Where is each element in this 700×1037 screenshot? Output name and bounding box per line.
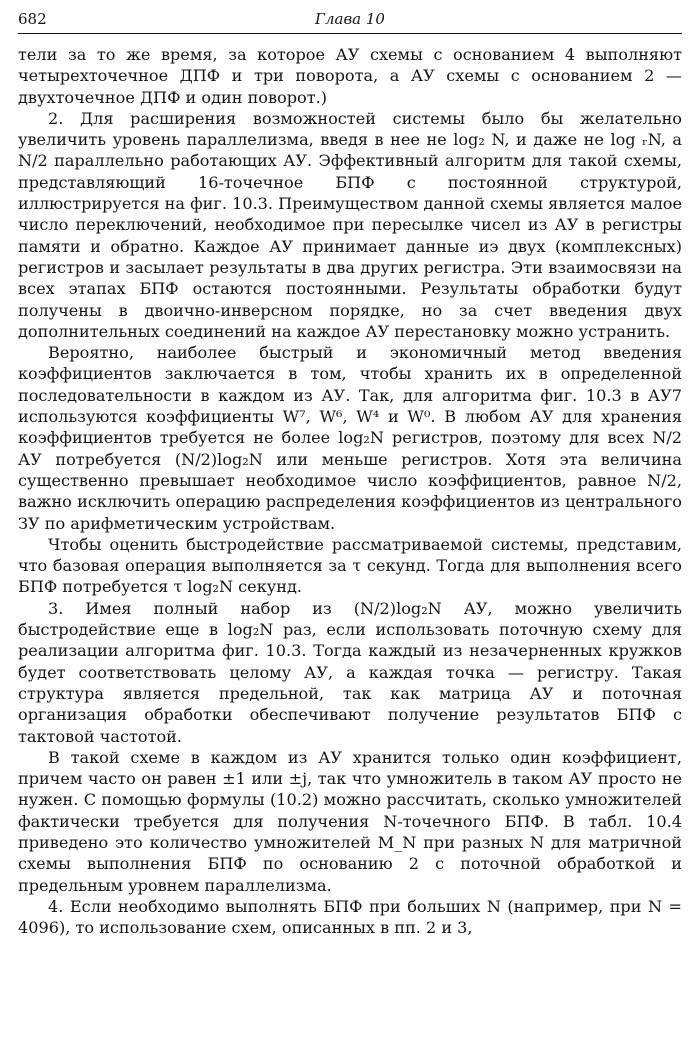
paragraph-4: Чтобы оценить быстродействие рассматриваемой системы, представим, что базовая операция выполняется за τ секунд. Тогда для выполнения всего БПФ потребуется τ log₂N секунд. xyxy=(18,534,682,597)
paragraph-7: 4. Если необходимо выполнять БПФ при больших N (например, при N = 4096), то использование схем, описанных в пп. 2 и 3, xyxy=(18,896,682,938)
paragraph-1: тели за то же время, за которое АУ схемы с основанием 4 выполняют четырехточечное ДПФ и три поворота, а АУ схемы с основанием 2 — двухточечное ДПФ и один поворот.) xyxy=(18,45,682,107)
page-body xyxy=(18,44,682,938)
header-rule xyxy=(18,33,682,34)
paragraph-5: 3. Имея полный набор из (N/2)log₂N АУ, можно увеличить быстродействие еще в log₂N раз, если использовать поточную схему для реализации алгоритма фиг. 10.3. Тогда каждый из незачерненных кружков будет соответствовать целому АУ, а каждая точка — регистру. Такая структура является предельной, так как матрица АУ и поточная организация обработки обеспечивают получение результатов БПФ с тактовой частотой. xyxy=(18,598,682,746)
paragraph-2: 2. Для расширения возможностей системы было бы желательно увеличить уровень параллелизма, введя в нее не log₂ N, и даже не log ᵣN, а N/2 параллельно работающих АУ. Эффективный алгоритм для такой схемы, представляющий 16-точечное БПФ с постоянной структурой, иллюстрируется на фиг. 10.3. Преимуществом данной схемы является малое число переключений, необходимое при пересылке чисел из АУ в регистры памяти и обратно. Каждое АУ принимает данные иэ двух (комплексных) регистров и засылает результаты в два других регистра. Эти взаимосвязи на всех этапах БПФ остаются постоянными. Результаты обработки будут получены в двоично-инверсном порядке, но за счет введения двух дополнительных соединений на каждое АУ перестановку можно устранить. xyxy=(18,108,682,341)
paragraph-6: В такой схеме в каждом из АУ хранится только один коэффициент, причем часто он равен ±1 или ±j, так что умножитель в таком АУ просто не нужен. С помощью формулы (10.2) можно рассчитать, сколько умножителей фактически требуется для получения N-точечного БПФ. В табл. 10.4 приведено это количество умножителей M_N при разных N для матричной схемы выполнения БПФ по основанию 2 с поточной обработкой и предельным уровнем параллелизма. xyxy=(18,747,682,895)
chapter-title: Глава 10 xyxy=(315,10,385,28)
page-number: 682 xyxy=(18,10,47,28)
paragraph-3: Вероятно, наиболее быстрый и экономичный метод введения коэффициентов заключается в том, чтобы хранить их в определенной последовательности в каждом из АУ. Так, для алгоритма фиг. 10.3 в АУ7 используются коэффициенты W⁷, W⁶, W⁴ и W⁰. В любом АУ для хранения коэффициентов требуется не более log₂N регистров, поэтому для всех N/2 АУ потребуется (N/2)log₂N или меньше регистров. Хотя эта величина существенно превышает необходимое число коэффициентов, равное N/2, важно исключить операцию распределения коэффициентов из центрального ЗУ по арифметическим устройствам. xyxy=(18,343,682,533)
page-header xyxy=(18,10,682,34)
